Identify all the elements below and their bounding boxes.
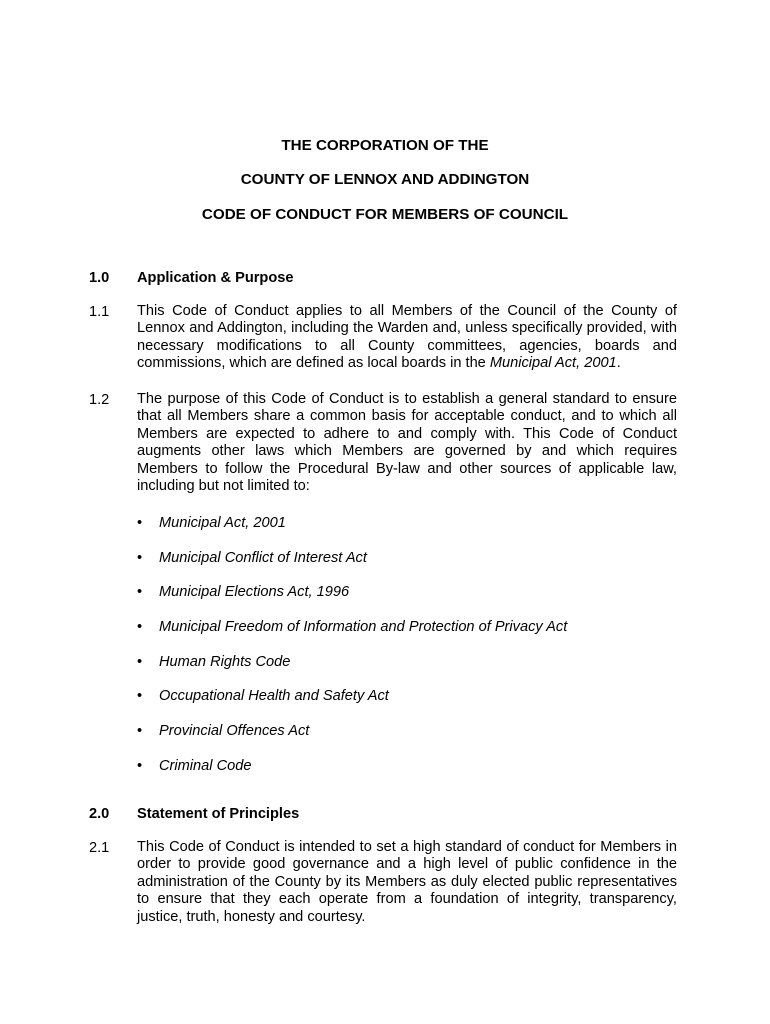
clause-1-1-end: . [616,355,621,372]
list-item [137,514,657,549]
applicable-laws-list [137,514,657,792]
bullet-icon: • [137,653,143,670]
clause-1-1-act: Municipal Act, 2001 [489,355,617,372]
list-item [137,618,657,653]
list-item [137,653,657,688]
list-item [137,583,657,618]
law-name: Provincial Offences Act [159,723,310,740]
section-2-number: 2.0 [89,806,110,822]
list-item [137,757,657,792]
clause-1-2-number: 1.2 [89,392,110,408]
clause-1-1-number: 1.1 [89,304,110,320]
bullet-icon: • [137,619,143,636]
section-1-number: 1.0 [89,270,110,286]
bullet-icon: • [137,688,143,705]
clause-1-1-body: This Code of Conduct applies to all Members of the Council of the County of Lennox and Addington, including the Warden and, unless specifically provided, with necessary modifications to all County committees, agencies, boards and commissions, which are defined as local boards in the [137,303,677,372]
law-name: Municipal Elections Act, 1996 [159,584,350,601]
list-item [137,549,657,584]
bullet-icon: • [137,723,143,740]
clause-1-1-text [137,303,677,373]
title-line-1: THE CORPORATION OF THE [281,137,489,154]
bullet-icon: • [137,515,143,531]
clause-2-1-text: This Code of Conduct is intended to set a high standard of conduct for Members in order to provide good governance and a high level of public confidence in the administration of the County by its Members as duly elected public representatives to ensure that they each operate from a foundation of integrity, transparency, justice, truth, honesty and courtesy. [137,839,677,925]
bullet-icon: • [137,584,143,601]
law-name: Occupational Health and Safety Act [159,688,389,705]
bullet-icon: • [137,549,143,566]
law-name: Municipal Conflict of Interest Act [159,549,367,566]
section-2-heading: Statement of Principles [137,806,300,822]
law-name: Municipal Act, 2001 [159,515,286,531]
clause-1-2-text: The purpose of this Code of Conduct is to establish a general standard to ensure that all Members share a common basis for acceptable conduct, and to which all Members are expected to adhere to and comply with. This Code of Conduct augments other laws which Members are governed by and which requires Members to follow the Procedural By-law and other sources of applicable law, including but not limited to: [137,391,677,495]
law-name: Municipal Freedom of Information and Protection of Privacy Act [159,619,568,636]
list-item [137,722,657,757]
section-1-heading: Application & Purpose [137,270,294,286]
law-name: Criminal Code [159,757,252,774]
law-name: Human Rights Code [159,653,291,670]
title-line-3: CODE OF CONDUCT FOR MEMBERS OF COUNCIL [201,206,569,223]
bullet-icon: • [137,757,143,774]
clause-2-1-number: 2.1 [89,840,110,856]
title-line-2: COUNTY OF LENNOX AND ADDINGTON [240,171,530,188]
list-item [137,687,657,722]
